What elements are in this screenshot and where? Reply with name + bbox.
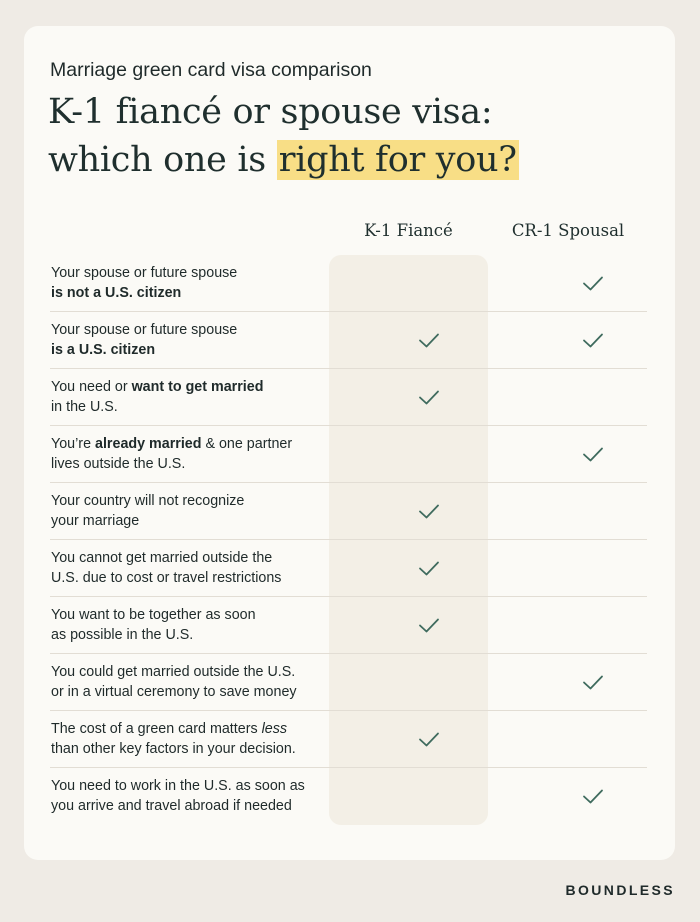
row-label bbox=[51, 720, 331, 759]
table-row bbox=[50, 369, 647, 426]
bold-text: is not a U.S. citizen bbox=[51, 284, 182, 301]
text: lives outside the U.S. bbox=[51, 455, 186, 472]
text: your marriage bbox=[51, 512, 140, 529]
text: You want to be together as soon bbox=[51, 607, 256, 623]
bold-text: is a U.S. citizen bbox=[51, 341, 156, 358]
bold-text: want to get married bbox=[131, 379, 264, 395]
text: or in a virtual ceremony to save money bbox=[51, 683, 297, 700]
row-label bbox=[51, 606, 331, 645]
cr1-check-icon bbox=[581, 670, 605, 694]
text: Your spouse or future spouse bbox=[51, 322, 238, 338]
row-label bbox=[51, 264, 331, 303]
k1-check-icon bbox=[417, 385, 441, 409]
column-header-k1: K-1 Fiancé bbox=[364, 221, 453, 240]
k1-check-icon bbox=[417, 499, 441, 523]
text: You could get married outside the U.S. bbox=[51, 664, 296, 680]
text: Your spouse or future spouse bbox=[51, 265, 238, 281]
italic-text: less bbox=[261, 721, 288, 737]
table-row bbox=[50, 483, 647, 540]
table-row bbox=[50, 711, 647, 768]
cr1-check-icon bbox=[581, 328, 605, 352]
row-label bbox=[51, 777, 331, 816]
table-row bbox=[50, 255, 647, 312]
cr1-check-icon bbox=[581, 271, 605, 295]
cr1-check-icon bbox=[581, 442, 605, 466]
k1-check-icon bbox=[417, 613, 441, 637]
text: than other key factors in your decision. bbox=[51, 740, 296, 757]
text: You cannot get married outside the bbox=[51, 550, 273, 566]
row-label bbox=[51, 492, 331, 531]
row-label bbox=[51, 378, 331, 417]
text: Your country will not recognize bbox=[51, 493, 245, 509]
table-row bbox=[50, 768, 647, 824]
text: as possible in the U.S. bbox=[51, 626, 194, 643]
text: The cost of a green card matters bbox=[51, 721, 262, 737]
bold-text: already married bbox=[95, 436, 202, 452]
text: you arrive and travel abroad if needed bbox=[51, 797, 292, 814]
text: You need to work in the U.S. as soon as bbox=[51, 778, 305, 794]
row-label bbox=[51, 321, 331, 360]
row-label bbox=[51, 549, 331, 588]
text: U.S. due to cost or travel restrictions bbox=[51, 569, 282, 586]
title-highlight: right for you? bbox=[278, 140, 517, 180]
text: You’re bbox=[51, 436, 95, 452]
k1-check-icon bbox=[417, 328, 441, 352]
k1-check-icon bbox=[417, 727, 441, 751]
table-row bbox=[50, 540, 647, 597]
text: in the U.S. bbox=[51, 398, 118, 415]
k1-check-icon bbox=[417, 556, 441, 580]
cr1-check-icon bbox=[581, 784, 605, 808]
comparison-card bbox=[24, 26, 675, 860]
brand-logo: BOUNDLESS bbox=[565, 882, 675, 898]
comparison-table bbox=[50, 255, 647, 824]
title-line-1: K-1 fiancé or spouse visa: bbox=[48, 92, 493, 132]
table-row bbox=[50, 654, 647, 711]
table-row bbox=[50, 426, 647, 483]
row-label bbox=[51, 435, 331, 474]
column-header-cr1: CR-1 Spousal bbox=[511, 221, 625, 240]
table-row bbox=[50, 312, 647, 369]
title-line-2-prefix: which one is bbox=[48, 140, 277, 180]
page-title bbox=[48, 88, 519, 184]
text: & one partner bbox=[201, 436, 293, 452]
table-row bbox=[50, 597, 647, 654]
text: You need or bbox=[51, 379, 132, 395]
kicker: Marriage green card visa comparison bbox=[50, 59, 372, 81]
row-label bbox=[51, 663, 331, 702]
